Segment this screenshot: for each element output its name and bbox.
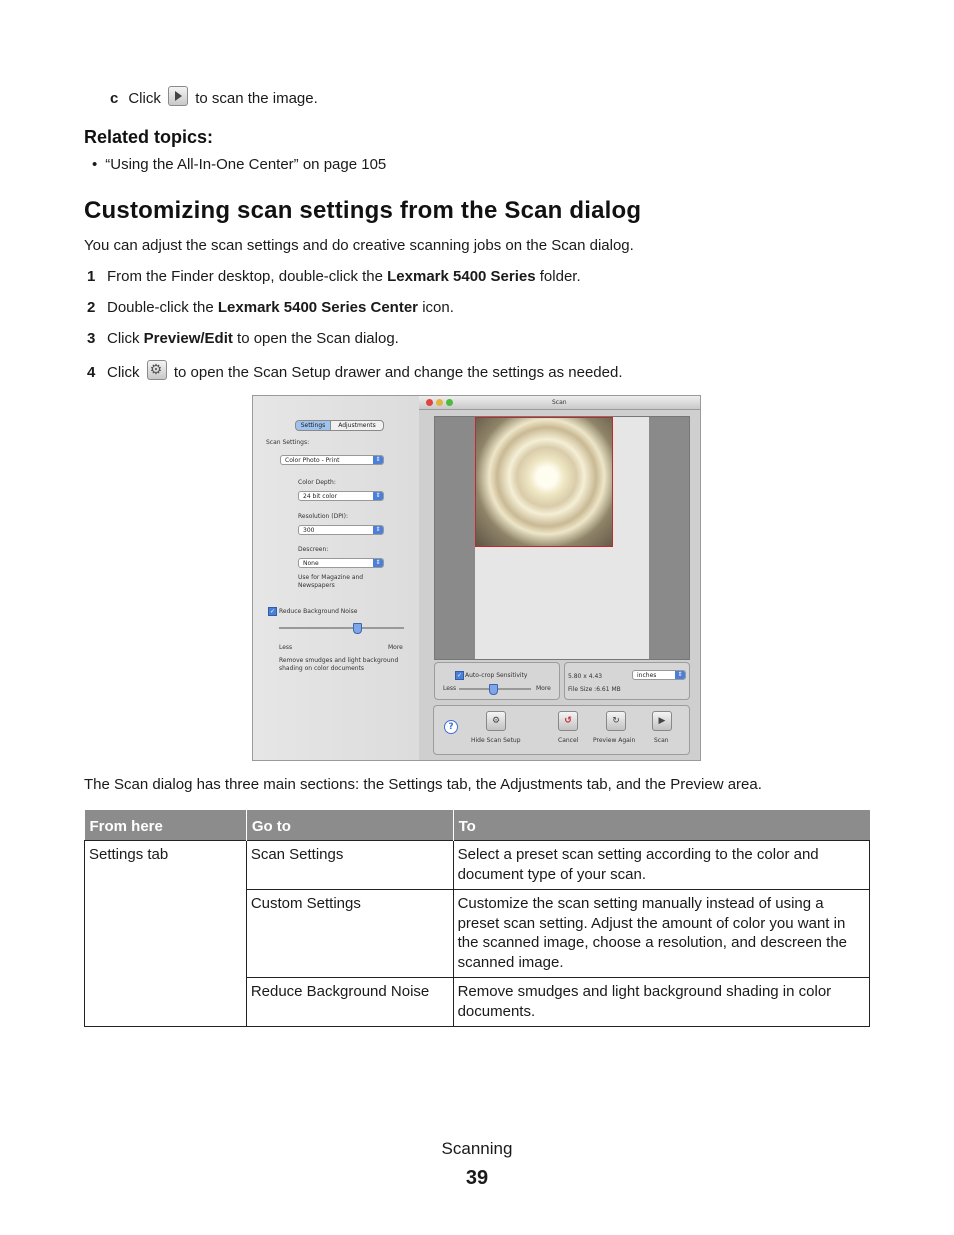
select-arrows-icon: ⇕ xyxy=(675,671,685,679)
rose-photo-preview[interactable] xyxy=(475,417,613,547)
descreen-label: Descreen: xyxy=(298,546,329,553)
units-select[interactable] xyxy=(632,670,686,680)
table-row xyxy=(85,841,870,890)
step-c-after: to scan the image. xyxy=(195,90,318,107)
play-icon: ▶ xyxy=(658,716,666,726)
select-arrows-icon: ⇕ xyxy=(373,456,383,464)
cancel-label: Cancel xyxy=(558,737,579,744)
preview-again-button[interactable] xyxy=(606,711,626,731)
window-title: Scan xyxy=(552,399,567,406)
step-bold-text: Preview/Edit xyxy=(143,330,233,347)
step-letter: c xyxy=(110,90,119,107)
window-titlebar xyxy=(419,396,701,410)
select-value: 300 xyxy=(303,527,315,534)
step-text: Click xyxy=(107,364,140,381)
hide-scan-setup-label: Hide Scan Setup xyxy=(471,737,521,744)
select-value: Color Photo - Print xyxy=(285,457,340,464)
to-cell: Select a preset scan setting according to the color and document type of your scan. xyxy=(453,841,869,890)
step-text: icon. xyxy=(418,299,454,316)
select-value: inches xyxy=(637,672,657,679)
autocrop-more-label: More xyxy=(536,685,551,692)
page-number: 39 xyxy=(465,1167,489,1189)
preview-area xyxy=(434,416,690,660)
scan-play-icon xyxy=(168,86,188,106)
related-topic-link[interactable]: “Using the All-In-One Center” on page 105 xyxy=(105,156,387,173)
step-number: 2 xyxy=(87,299,96,316)
go-to-cell: Reduce Background Noise xyxy=(246,978,453,1027)
step-bold-text: Lexmark 5400 Series xyxy=(387,268,536,285)
descreen-select[interactable] xyxy=(298,558,384,568)
slider-less-label: Less xyxy=(279,644,293,651)
footer-section-label: Scanning xyxy=(441,1139,513,1158)
dimensions-value: 5.80 x 4.43 xyxy=(568,673,603,680)
header-from-here: From here xyxy=(85,810,247,841)
header-to: To xyxy=(453,810,869,841)
file-size: File Size :6.61 MB xyxy=(568,686,621,693)
scan-button[interactable] xyxy=(652,711,672,731)
to-cell: Remove smudges and light background shading in color documents. xyxy=(453,978,869,1027)
noise-slider[interactable] xyxy=(279,627,404,629)
descreen-hint: Use for Magazine and Newspapers xyxy=(298,574,364,589)
refresh-icon: ↻ xyxy=(612,716,620,726)
autocrop-less-label: Less xyxy=(443,685,457,692)
resolution-select[interactable] xyxy=(298,525,384,535)
to-cell: Customize the scan setting manually instead of using a preset scan setting. Adjust the amount of color you want in the scanned image, choose a resolution, and descreen the scanned image. xyxy=(453,890,869,978)
select-value: None xyxy=(303,560,319,567)
scan-setup-drawer xyxy=(253,396,420,761)
step-2 xyxy=(87,298,454,318)
preview-again-label: Preview Again xyxy=(593,737,636,744)
go-to-cell: Scan Settings xyxy=(246,841,453,890)
step-number: 4 xyxy=(87,364,96,381)
step-text: folder. xyxy=(535,268,581,285)
dialog-caption: The Scan dialog has three main sections: the Settings tab, the Adjustments tab, and the Preview area. xyxy=(84,776,762,793)
step-3 xyxy=(87,329,399,349)
autocrop-checkbox[interactable]: ✓ xyxy=(456,672,463,679)
scan-label: Scan xyxy=(654,737,669,744)
select-arrows-icon: ⇕ xyxy=(373,526,383,534)
reduce-noise-checkbox[interactable]: ✓ xyxy=(269,608,276,615)
step-number: 1 xyxy=(87,268,96,285)
scan-dialog-screenshot xyxy=(252,395,701,761)
select-arrows-icon: ⇕ xyxy=(373,492,383,500)
button-bar xyxy=(433,705,690,755)
related-topic-item xyxy=(92,155,386,175)
noise-help-text: Remove smudges and light background shading on color documents xyxy=(279,657,399,672)
header-go-to: Go to xyxy=(246,810,453,841)
from-here-cell: Settings tab xyxy=(85,841,247,1027)
step-text: Click xyxy=(107,330,144,347)
slider-more-label: More xyxy=(388,644,403,651)
section-title: Customizing scan settings from the Scan dialog xyxy=(84,197,642,224)
reduce-noise-label: Reduce Background Noise xyxy=(279,608,358,615)
settings-table xyxy=(84,810,870,1027)
scan-settings-label: Scan Settings: xyxy=(266,439,310,446)
step-4 xyxy=(87,360,623,383)
intro-paragraph: You can adjust the scan settings and do creative scanning jobs on the Scan dialog. xyxy=(84,237,634,254)
tab-adjustments[interactable]: Adjustments xyxy=(330,420,384,431)
step-1 xyxy=(87,267,581,287)
gear-icon: ⚙ xyxy=(491,716,501,726)
preview-page xyxy=(475,417,649,659)
gear-icon: ⚙ xyxy=(147,360,167,380)
size-panel xyxy=(564,662,690,700)
table-header-row xyxy=(85,810,870,841)
autocrop-label: Auto-crop Sensitivity xyxy=(465,672,528,679)
zoom-icon[interactable] xyxy=(446,399,453,406)
step-bold-text: Lexmark 5400 Series Center xyxy=(217,299,419,316)
tab-settings[interactable]: Settings xyxy=(295,420,331,431)
resolution-label: Resolution (DPI): xyxy=(298,513,348,520)
step-text: to open the Scan dialog. xyxy=(232,330,399,347)
go-to-cell: Custom Settings xyxy=(246,890,453,978)
autocrop-panel xyxy=(434,662,560,700)
step-c-before: Click xyxy=(128,90,161,107)
bullet-icon: • xyxy=(92,156,98,173)
close-icon[interactable] xyxy=(426,399,433,406)
step-text: From the Finder desktop, double-click the xyxy=(107,268,388,285)
scan-settings-select[interactable] xyxy=(280,455,384,465)
step-number: 3 xyxy=(87,330,96,347)
help-icon[interactable]: ? xyxy=(444,720,458,734)
related-topics-heading: Related topics: xyxy=(84,127,214,147)
step-text: Double-click the xyxy=(107,299,218,316)
select-value: 24 bit color xyxy=(303,493,338,500)
step-text: to open the Scan Setup drawer and change the settings as needed. xyxy=(173,364,623,381)
step-c xyxy=(110,86,318,109)
minimize-icon[interactable] xyxy=(436,399,443,406)
color-depth-select[interactable] xyxy=(298,491,384,501)
hide-scan-setup-button[interactable] xyxy=(486,711,506,731)
color-depth-label: Color Depth: xyxy=(298,479,336,486)
scan-window xyxy=(419,396,701,761)
select-arrows-icon: ⇕ xyxy=(373,559,383,567)
cancel-icon: ↺ xyxy=(564,716,572,726)
noise-slider-thumb[interactable] xyxy=(353,623,362,634)
cancel-button[interactable] xyxy=(558,711,578,731)
autocrop-slider-thumb[interactable] xyxy=(489,684,498,695)
